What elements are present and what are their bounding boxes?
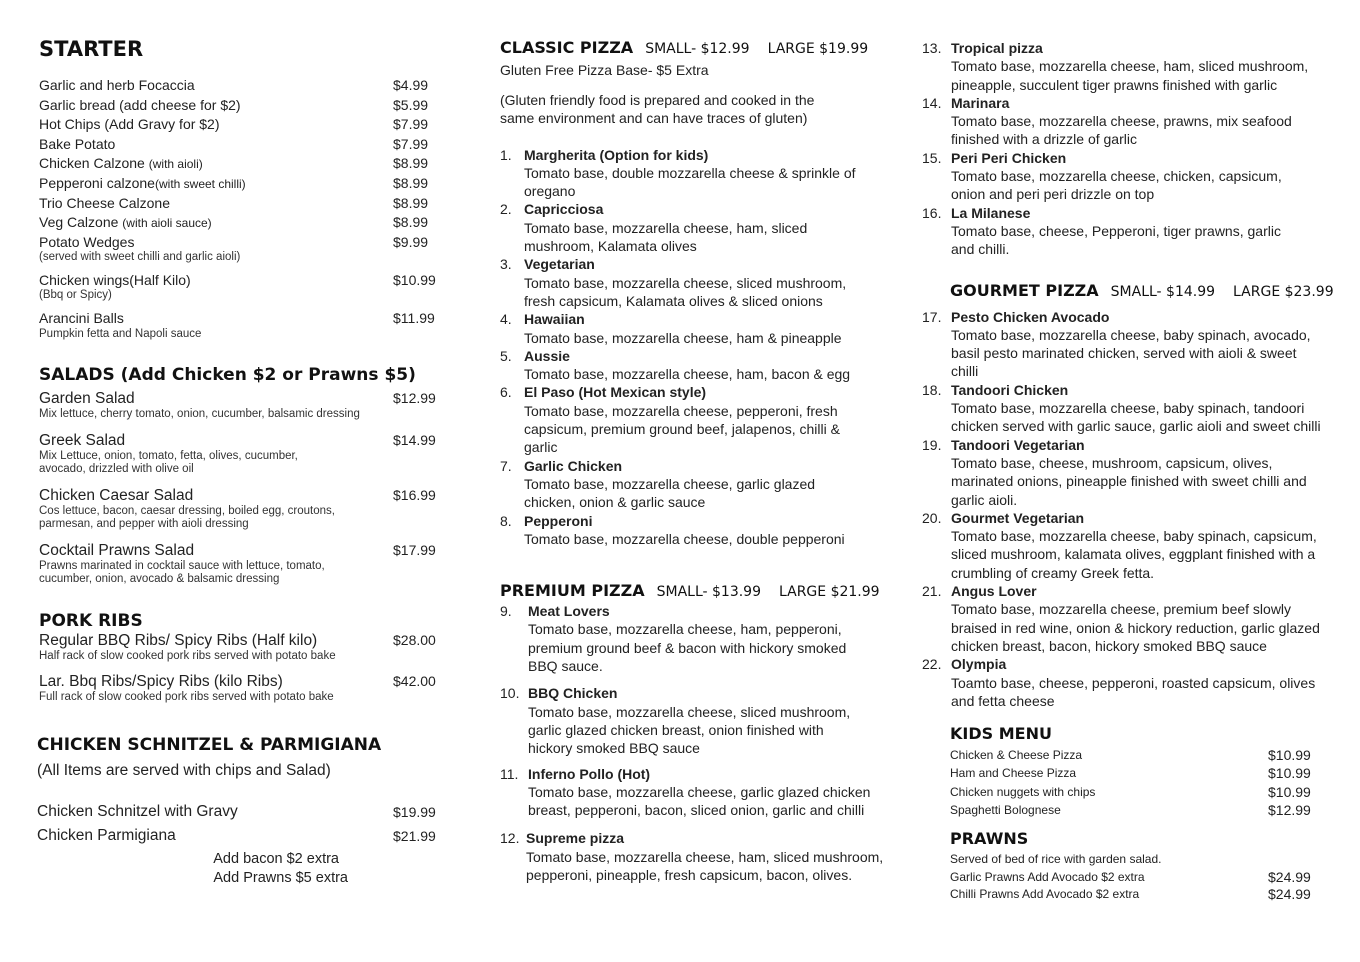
list-item: [922, 204, 1342, 259]
item-name: Chicken Calzone: [39, 155, 149, 172]
classic-pizza-list: [500, 146, 900, 549]
item-desc: Half rack of slow cooked pork ribs served with potato bake: [39, 649, 336, 662]
item-name: Chicken Parmigiana: [37, 826, 176, 844]
item-name: Capricciosa: [524, 201, 604, 218]
gourmet-pizza-list: [922, 308, 1342, 711]
item-name: Bake Potato: [39, 135, 116, 152]
item-name: Angus Lover: [951, 583, 1037, 600]
item-name: Peri Peri Chicken: [951, 149, 1067, 166]
list-item: [39, 174, 439, 194]
item-name: Pepperoni calzone: [39, 174, 155, 191]
item-number: 8.: [500, 512, 512, 529]
list-item: [39, 631, 439, 664]
item-price: $21.99: [393, 827, 436, 844]
premium-pizza-list-continued: [922, 39, 1342, 259]
list-item: [39, 309, 439, 341]
item-name: Garlic Prawns Add Avocado $2 extra: [950, 869, 1145, 884]
item-number: 19.: [922, 436, 942, 453]
item-price: $17.99: [393, 541, 436, 558]
list-item: [950, 886, 1342, 903]
item-price: $10.99: [393, 271, 436, 288]
item-name: Cocktail Prawns Salad: [39, 541, 195, 559]
item-name: Pesto Chicken Avocado: [951, 308, 1110, 325]
list-item: [500, 146, 900, 201]
menu-column-right: [922, 39, 1342, 903]
item-desc: Tomato base, cheese, mushroom, capsicum, olives, marinated onions, pineapple finished with sweet chilli and garlic aioli.: [951, 454, 1307, 508]
item-number: 9.: [500, 603, 512, 620]
item-number: 2.: [500, 201, 512, 218]
list-item: [39, 135, 439, 155]
item-name: Tropical pizza: [951, 40, 1043, 56]
item-desc: (Bbq or Spicy): [39, 289, 112, 302]
item-desc: Tomato base, mozzarella cheese, ham, sliced mushroom, pepperoni, pineapple, fresh capsicum, bacon, olives.: [526, 848, 884, 883]
schnitzel-subtitle: (All Items are served with chips and Salad): [37, 761, 331, 779]
item-name: Hot Chips (Add Gravy for $2): [39, 116, 220, 133]
item-price: $42.00: [393, 673, 436, 690]
item-number: 5.: [500, 347, 512, 364]
item-desc: Tomato base, mozzarella cheese, chicken, capsicum, onion and peri peri drizzle on top: [951, 168, 1282, 203]
extra-prawns: Add Prawns $5 extra: [213, 869, 348, 886]
item-desc: (served with sweet chilli and garlic aioli): [39, 251, 241, 264]
kids-menu-heading: KIDS MENU: [950, 724, 1052, 744]
item-price: $5.99: [393, 96, 429, 113]
item-price: $24.99: [1268, 885, 1311, 902]
list-item: [500, 684, 900, 757]
item-desc: Tomato base, mozzarella cheese, ham, sliced mushroom, pineapple, succulent tiger prawns finished with garlic: [951, 58, 1309, 93]
list-item: [500, 200, 900, 255]
item-desc: Tomato base, mozzarella cheese, garlic glazed chicken breast, pepperoni, bacon, sliced onion, garlic and chilli: [528, 783, 871, 819]
starter-heading: STARTER: [39, 37, 144, 61]
list-item: [950, 746, 1342, 764]
premium-pizza-list: [500, 602, 900, 884]
item-number: 4.: [500, 311, 512, 328]
item-price: $14.99: [393, 431, 436, 448]
list-item: [39, 389, 439, 422]
item-name: Tandoori Vegetarian: [951, 436, 1085, 453]
item-desc: Tomato base, mozzarella cheese, premium beef slowly braised in red wine, onion & hickory reduction, garlic glazed chicken breast, bacon, hickory smoked BBQ sauce: [951, 601, 1320, 654]
item-desc: Pumpkin fetta and Napoli sauce: [39, 327, 202, 340]
item-desc: Tomato base, mozzarella cheese, baby spinach, avocado, basil pesto marinated chicken, served with aioli & sweet chilli: [951, 326, 1311, 380]
item-number: 14.: [922, 94, 942, 111]
item-number: 12.: [500, 830, 520, 847]
item-price: $10.99: [1268, 783, 1311, 800]
item-name: Garlic and herb Focaccia: [39, 77, 195, 93]
gourmet-pizza-heading: [950, 281, 1342, 302]
item-desc: Full rack of slow cooked pork ribs served with potato bake: [39, 691, 334, 704]
item-desc: Tomato base, mozzarella cheese, sliced mushroom, garlic glazed chicken breast, onion finished with hickory smoked BBQ sauce: [528, 703, 851, 757]
section-title: PREMIUM PIZZA: [500, 581, 645, 601]
item-name: Spaghetti Bolognese: [950, 802, 1061, 817]
item-name: Lar. Bbq Ribs/Spicy Ribs (kilo Ribs): [39, 673, 283, 691]
item-name: Olympia: [951, 656, 1007, 673]
item-desc: Tomato base, mozzarella cheese, double pepperoni: [524, 530, 845, 547]
item-number: 1.: [500, 146, 512, 163]
list-item: [500, 255, 900, 310]
item-name: Trio Cheese Calzone: [39, 194, 170, 211]
list-item: [922, 308, 1342, 381]
salads-heading: SALADS (Add Chicken $2 or Prawns $5): [39, 365, 416, 386]
item-note: (with aioli): [148, 157, 203, 172]
item-name: Chicken Caesar Salad: [39, 486, 194, 504]
item-price: $8.99: [393, 174, 429, 191]
item-desc: Mix lettuce, cherry tomato, onion, cucumber, balsamic dressing: [39, 408, 360, 421]
starter-list: [39, 76, 439, 341]
section-title: CLASSIC PIZZA: [500, 38, 634, 57]
list-item: [39, 76, 439, 96]
large-price: LARGE $21.99: [779, 584, 880, 601]
list-item: [922, 509, 1342, 582]
list-item: [500, 829, 900, 884]
small-price: SMALL- $12.99: [645, 41, 750, 57]
item-name: Veg Calzone: [39, 214, 123, 231]
item-desc: Tomato base, mozzarella cheese, ham, pepperoni, premium ground beef & bacon with hickory smoked BBQ sauce.: [528, 621, 847, 675]
item-desc: Mix Lettuce, onion, tomato, fetta, olives, cucumber, avocado, drizzled with olive oil: [39, 449, 298, 476]
item-number: 22.: [922, 656, 942, 673]
extra-bacon: Add bacon $2 extra: [213, 850, 339, 867]
item-name: Gourmet Vegetarian: [951, 509, 1085, 526]
list-item: [922, 149, 1342, 204]
item-desc: Tomato base, mozzarella cheese, baby spinach, capsicum, sliced mushroom, kalamata olives, eggplant finished with a crumbling of creamy Greek fetta.: [951, 528, 1317, 581]
item-price: $10.99: [1268, 765, 1311, 782]
item-name: El Paso (Hot Mexican style): [524, 384, 707, 401]
list-item: [950, 764, 1342, 782]
item-desc: Tomato base, mozzarella cheese, garlic glazed chicken, onion & garlic sauce: [524, 475, 816, 511]
menu-column-left: [39, 36, 439, 888]
item-desc: Tomato base, mozzarella cheese, baby spinach, tandoori chicken served with garlic sauce, garlic aioli and sweet chilli: [951, 400, 1321, 435]
item-name: BBQ Chicken: [528, 685, 618, 702]
list-item: [950, 801, 1342, 819]
list-item: [39, 271, 439, 303]
list-item: [39, 194, 439, 214]
item-price: $7.99: [393, 135, 429, 152]
small-price: SMALL- $13.99: [656, 584, 761, 601]
item-number: 21.: [922, 583, 942, 600]
gluten-free-note: Gluten Free Pizza Base- $5 Extra: [500, 62, 709, 78]
section-title: GOURMET PIZZA: [950, 280, 1099, 300]
item-price: $9.99: [393, 233, 429, 250]
item-price: $11.99: [393, 309, 435, 326]
item-price: $16.99: [393, 486, 436, 503]
list-item: [37, 824, 439, 848]
list-item: [500, 602, 900, 675]
item-name: Greek Salad: [39, 431, 126, 449]
item-price: $24.99: [1268, 868, 1311, 885]
item-desc: Tomato base, mozzarella cheese, sliced mushroom, fresh capsicum, Kalamata olives & sliced onions: [524, 274, 847, 309]
list-item: [922, 436, 1342, 509]
item-name: Inferno Pollo (Hot): [528, 765, 651, 782]
large-price: LARGE $23.99: [1233, 283, 1334, 300]
list-item: [39, 115, 439, 135]
item-number: 7.: [500, 457, 512, 474]
item-price: $19.99: [393, 803, 436, 820]
item-price: $12.99: [393, 390, 436, 407]
item-name: Chicken nuggets with chips: [950, 784, 1096, 799]
item-name: Aussie: [524, 347, 570, 364]
list-item: [922, 582, 1342, 655]
item-note: (with aioli sauce): [122, 216, 212, 231]
item-name: Pepperoni: [524, 512, 593, 529]
item-price: $10.99: [1268, 747, 1311, 764]
item-desc: Tomato base, double mozzarella cheese & sprinkle of oregano: [524, 164, 856, 200]
item-desc: Prawns marinated in cocktail sauce with lettuce, tomato, cucumber, onion, avocado & balsamic dressing: [39, 559, 325, 586]
list-item: [500, 347, 900, 384]
list-item: [500, 457, 900, 512]
pork-ribs-heading: PORK RIBS: [39, 610, 143, 631]
schnitzel-heading: CHICKEN SCHNITZEL & PARMIGIANA: [37, 734, 382, 755]
item-name: Arancini Balls: [39, 309, 124, 326]
kids-menu-section: [950, 724, 1342, 903]
item-desc: Tomato base, mozzarella cheese, prawns, mix seafood finished with a drizzle of garlic: [951, 113, 1292, 148]
list-item: [39, 233, 439, 265]
list-item: [500, 765, 900, 820]
menu-column-middle: [500, 38, 900, 884]
item-name: La Milanese: [951, 204, 1031, 221]
item-name: Margherita (Option for kids): [524, 146, 709, 163]
item-number: 20.: [922, 509, 942, 526]
item-number: 6.: [500, 384, 512, 401]
large-price: LARGE $19.99: [767, 41, 869, 57]
prawns-heading: PRAWNS: [950, 828, 1029, 848]
list-item: [39, 486, 439, 532]
list-item: [39, 96, 439, 116]
item-number: 18.: [922, 381, 942, 398]
item-desc: Tomato base, mozzarella cheese, ham & pineapple: [524, 329, 842, 346]
item-name: Ham and Cheese Pizza: [950, 766, 1077, 781]
item-desc: Tomato base, cheese, Pepperoni, tiger prawns, garlic and chilli.: [951, 222, 1281, 258]
item-name: Meat Lovers: [528, 603, 610, 620]
item-name: Chicken & Cheese Pizza: [950, 748, 1083, 763]
list-item: [500, 310, 900, 347]
list-item: [950, 783, 1342, 801]
item-note: (with sweet chilli): [154, 176, 246, 191]
item-number: 3.: [500, 256, 512, 273]
prawns-note: Served of bed of rice with garden salad.: [950, 851, 1162, 866]
list-item: [500, 512, 900, 549]
item-number: 15.: [922, 149, 942, 166]
item-desc: Toamto base, cheese, pepperoni, roasted capsicum, olives and fetta cheese: [951, 674, 1316, 709]
list-item: [922, 94, 1342, 149]
item-name: Tandoori Chicken: [951, 381, 1069, 398]
item-price: $7.99: [393, 116, 429, 133]
item-number: 17.: [922, 308, 942, 325]
list-item: [500, 383, 900, 456]
list-item: [922, 655, 1342, 710]
item-name: Regular BBQ Ribs/ Spicy Ribs (Half kilo): [39, 631, 318, 649]
item-name: Chilli Prawns Add Avocado $2 extra: [950, 886, 1140, 901]
item-desc: Tomato base, mozzarella cheese, ham, sliced mushroom, Kalamata olives: [524, 219, 808, 255]
list-item: [922, 381, 1342, 436]
classic-pizza-heading: [500, 38, 900, 59]
item-price: $28.00: [393, 631, 436, 648]
list-item: [922, 39, 1342, 94]
list-item: [37, 800, 439, 824]
item-name: Hawaiian: [524, 311, 585, 328]
item-price: $8.99: [393, 155, 429, 172]
item-number: 13.: [922, 40, 942, 56]
item-desc: Tomato base, mozzarella cheese, ham, bacon & egg: [524, 366, 851, 383]
item-name: Garlic Chicken: [524, 457, 623, 474]
list-item: [39, 431, 439, 477]
gluten-warning: (Gluten friendly food is prepared and cooked in the same environment and can have traces of gluten): [500, 92, 815, 127]
premium-pizza-heading: [500, 581, 900, 602]
list-item: [39, 672, 439, 705]
list-item: [39, 541, 439, 587]
item-name: Garlic bread (add cheese for $2): [39, 96, 241, 113]
item-price: $8.99: [393, 194, 429, 211]
item-name: Chicken wings(Half Kilo): [39, 271, 191, 288]
item-price: $4.99: [393, 77, 429, 93]
item-name: Potato Wedges: [39, 233, 135, 250]
item-number: 10.: [500, 685, 520, 702]
item-name: Vegetarian: [524, 256, 595, 273]
item-name: Garden Salad: [39, 390, 135, 408]
item-number: 16.: [922, 204, 942, 221]
item-price: $12.99: [1268, 801, 1311, 818]
list-item: [950, 869, 1342, 886]
item-desc: Cos lettuce, bacon, caesar dressing, boiled egg, croutons, parmesan, and pepper with aioli dressing: [39, 504, 335, 531]
list-item: [39, 154, 439, 174]
item-name: Chicken Schnitzel with Gravy: [37, 802, 238, 820]
item-name: Supreme pizza: [526, 830, 625, 847]
item-number: 11.: [500, 765, 519, 782]
item-desc: Tomato base, mozzarella cheese, pepperoni, fresh capsicum, premium ground beef, jalapenos, chilli & garlic: [524, 402, 840, 456]
item-price: $8.99: [393, 214, 429, 231]
small-price: SMALL- $14.99: [1110, 283, 1216, 300]
item-name: Marinara: [951, 94, 1010, 111]
list-item: [39, 213, 439, 233]
